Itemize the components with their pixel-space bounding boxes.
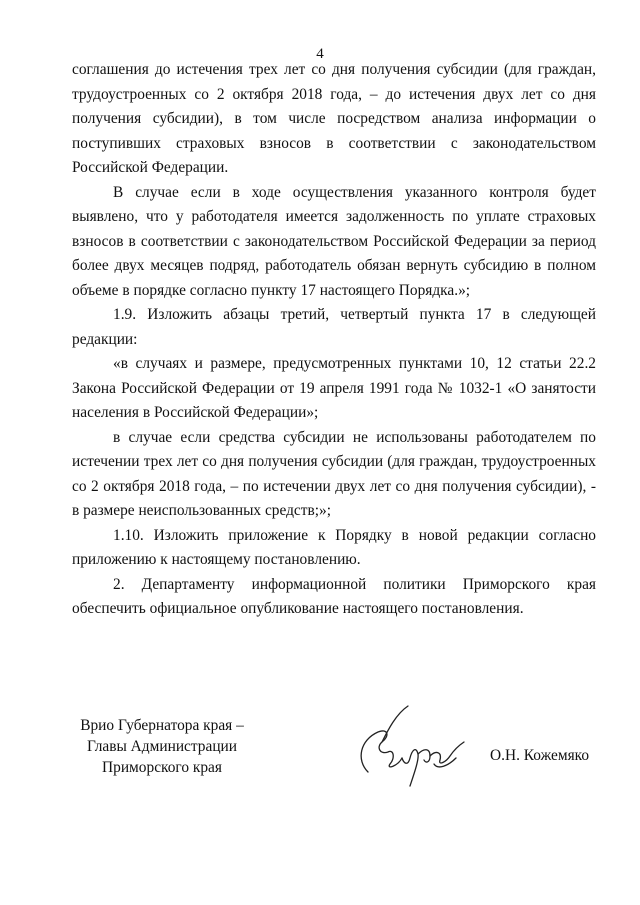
paragraph-5: в случае если средства субсидии не использованы работодателем по истечении трех лет со дня получения субсидии (для граждан, трудоустроенных со 2 октября 2018 года, – по истечении двух лет со дня получения субсидии), - в размере неиспользованных средств;»;: [72, 428, 596, 519]
signer-position-line: Приморского края: [102, 759, 222, 776]
paragraph-3: 1.9. Изложить абзацы третий, четвертый пункта 17 в следующей редакции:: [72, 306, 596, 348]
signer-position-line: Главы Администрации: [86, 738, 238, 755]
signer-position: [62, 715, 262, 778]
paragraph-2: В случае если в ходе осуществления указанного контроля будет выявлено, что у работодателя имеется задолженность по уплате страховых взносов в соответствии с законодательством Российской Федерации за период более двух месяцев подряд, работодатель обязан вернуть субсидию в полном объеме в порядке согласно пункту 17 настоящего Порядка.»;: [72, 183, 596, 299]
paragraph-6: 1.10. Изложить приложение к Порядку в новой редакции согласно приложению к настоящему постановлению.: [72, 526, 596, 568]
document-body: [72, 58, 596, 622]
page-number: 4: [316, 46, 324, 62]
signer-name: О.Н. Кожемяко: [490, 747, 590, 764]
paragraph-1: соглашения до истечения трех лет со дня получения субсидии (для граждан, трудоустроенных со 2 октября 2018 года, – до истечения двух лет со дня получения субсидии), в том числе посредством анализа информации о поступивших страховых взносов в соответствии с законодательством Российской Федерации.: [72, 61, 596, 176]
paragraph-4: «в случаях и размере, предусмотренных пунктами 10, 12 статьи 22.2 Закона Российской Федерации от 19 апреля 1991 года № 1032-1 «О занятости населения в Российской Федерации»;: [72, 355, 596, 421]
paragraph-7: 2. Департаменту информационной политики Приморского края обеспечить официальное опубликование настоящего постановления.: [72, 575, 596, 617]
signer-position-line: Врио Губернатора края –: [80, 717, 244, 734]
handwritten-signature: [338, 700, 468, 795]
